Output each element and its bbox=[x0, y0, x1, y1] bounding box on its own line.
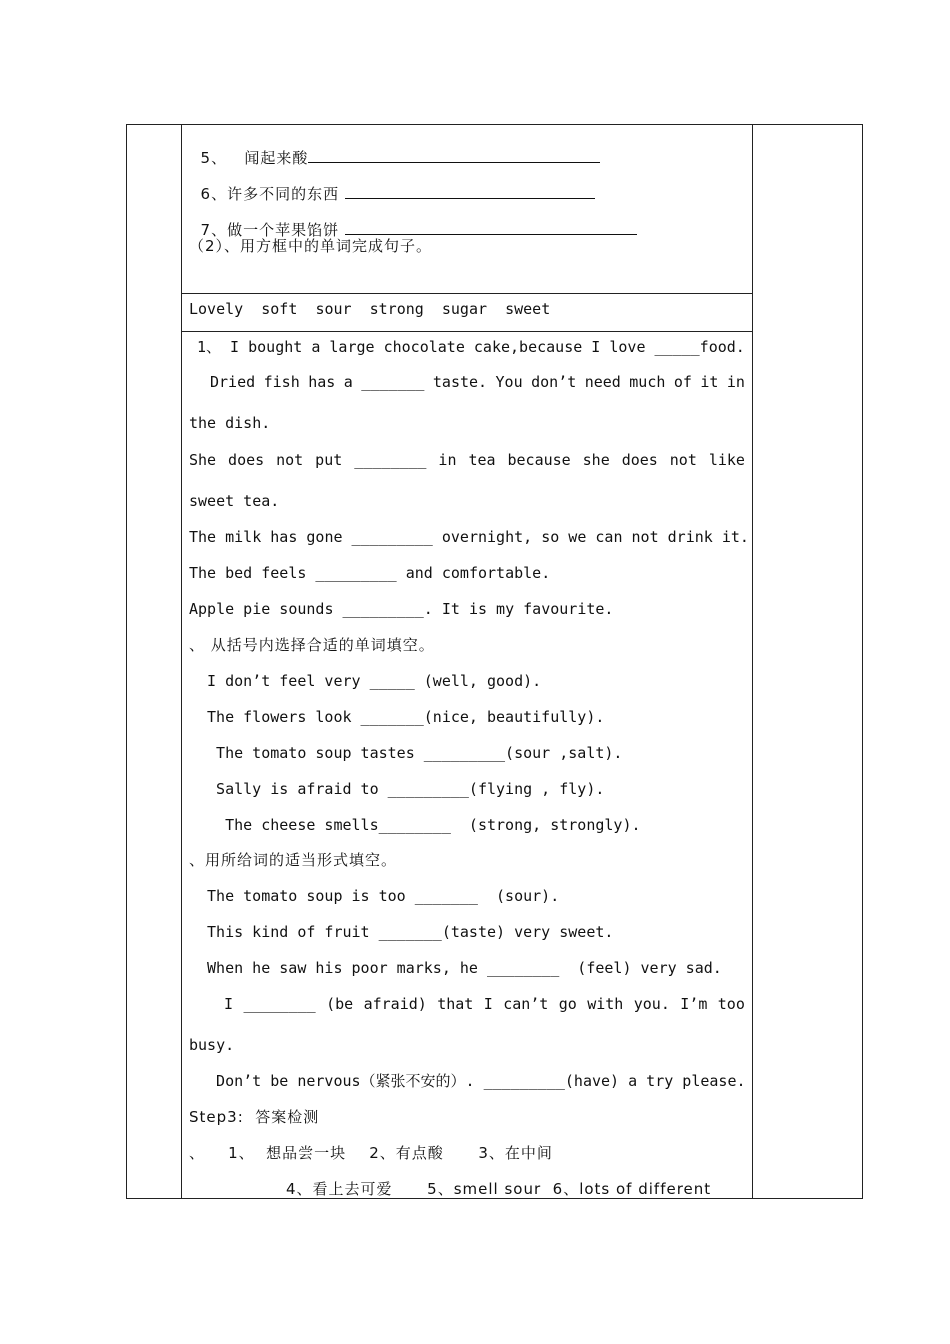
sentence-1: 1、 I bought a large chocolate cake,because I love _____food. bbox=[197, 338, 745, 356]
form-heading: 、用所给词的适当形式填空。 bbox=[189, 851, 398, 869]
word: sour bbox=[315, 300, 352, 318]
answer-blank[interactable] bbox=[308, 148, 600, 163]
form-item-3: When he saw his poor marks, he ________ (feel) very sad. bbox=[198, 959, 722, 977]
sentence-3-line1: She does not put ________ in tea because she does not like bbox=[189, 451, 745, 469]
word-box-bottom bbox=[181, 331, 753, 332]
item-6: 6、许多不同的东西 bbox=[189, 166, 749, 203]
answer-blank[interactable] bbox=[345, 220, 637, 235]
word: strong bbox=[369, 300, 424, 318]
step3-heading: Step3: 答案检测 bbox=[189, 1108, 320, 1126]
item-5: 5、 闻起来酸 bbox=[189, 130, 749, 167]
sentence-4: The milk has gone _________ overnight, so we can not drink it. bbox=[189, 528, 749, 546]
word: sugar bbox=[441, 300, 488, 318]
word: soft bbox=[261, 300, 298, 318]
form-item-4-line2: busy. bbox=[189, 1036, 235, 1054]
word-box-top bbox=[181, 293, 753, 294]
word-box bbox=[189, 300, 749, 318]
column-divider-left bbox=[181, 124, 182, 1199]
sentence-3-line2: sweet tea. bbox=[189, 492, 280, 510]
item-7: 7、做一个苹果馅饼 bbox=[189, 202, 749, 239]
form-item-4-line1: I ________ (be afraid) that I can’t go with you. I’m too bbox=[224, 995, 745, 1013]
word: sweet bbox=[505, 300, 551, 318]
choose-item-3: The tomato soup tastes _________(sour ,salt). bbox=[198, 744, 623, 762]
part2-heading: （2）、用方框中的单词完成句子。 bbox=[189, 237, 433, 255]
choose-item-5: The cheese smells________ (strong, strongly). bbox=[198, 816, 641, 834]
sentence-5: The bed feels _________ and comfortable. bbox=[189, 564, 551, 582]
choose-heading: 、 从括号内选择合适的单词填空。 bbox=[189, 636, 435, 654]
step3-answers-line2: 4、看上去可爱 5、smell sour 6、lots of different bbox=[286, 1180, 712, 1198]
sentence-6: Apple pie sounds _________. It is my favourite. bbox=[189, 600, 614, 618]
form-item-5: Don’t be nervous（紧张不安的）. _________(have) a try please. bbox=[198, 1072, 746, 1090]
column-divider-right bbox=[752, 124, 753, 1199]
word: Lovely bbox=[189, 300, 244, 318]
answer-blank[interactable] bbox=[345, 184, 595, 199]
choose-item-1: I don’t feel very _____ (well, good). bbox=[198, 672, 542, 690]
form-item-2: This kind of fruit _______(taste) very sweet. bbox=[198, 923, 614, 941]
choose-item-2: The flowers look _______(nice, beautifully). bbox=[198, 708, 605, 726]
sentence-2-line2: the dish. bbox=[189, 414, 271, 432]
step3-answers-line1: 、 1、 想品尝一块 2、有点酸 3、在中间 bbox=[189, 1144, 553, 1162]
sentence-2-line1: Dried fish has a _______ taste. You don’t need much of it in bbox=[210, 373, 745, 391]
form-item-1: The tomato soup is too _______ (sour). bbox=[198, 887, 560, 905]
choose-item-4: Sally is afraid to _________(flying , fly). bbox=[198, 780, 605, 798]
